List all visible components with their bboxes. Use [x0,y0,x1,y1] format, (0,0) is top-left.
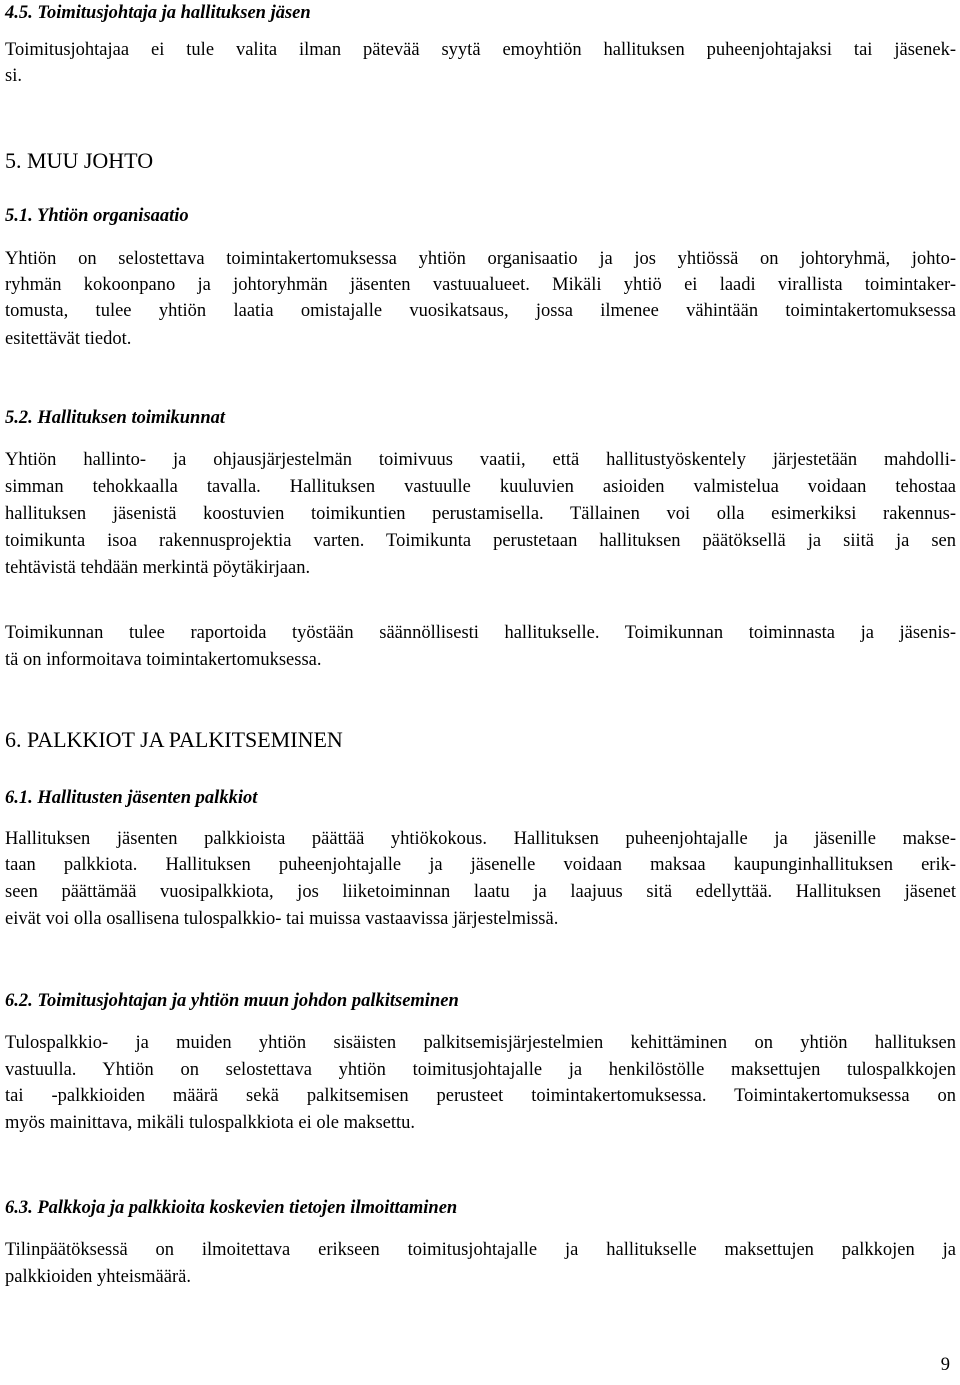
chapter-heading-6: 6. PALKKIOT JA PALKITSEMINEN [5,727,343,752]
section-heading-6-2: 6.2. Toimitusjohtajan ja yhtiön muun johdon palkitseminen [5,991,459,1011]
section-heading-6-1: 6.1. Hallitusten jäsenten palkkiot [5,788,258,808]
section-heading-5-2: 5.2. Hallituksen toimikunnat [5,408,226,428]
section-heading-5-1: 5.1. Yhtiön organisaatio [5,206,189,226]
section-heading-6-3: 6.3. Palkkoja ja palkkioita koskevien tietojen ilmoittaminen [5,1198,458,1218]
paragraph-line: Tulospalkkio- ja muiden yhtiön sisäisten palkitsemisjärjestelmien kehittäminen on yhtiön hallituksen [5,1033,956,1053]
paragraph-line: esitettävät tiedot. [5,329,132,349]
paragraph-line: myös mainittava, mikäli tulospalkkiota ei ole maksettu. [5,1113,416,1133]
paragraph-line: tä on informoitava toimintakertomuksessa. [5,650,322,670]
paragraph-line: simman tehokkaalla tavalla. Hallituksen vastuulle kuuluvien asioiden valmistelua voidaan tehostaa [5,477,956,497]
paragraph-line: Tilinpäätöksessä on ilmoitettava erikseen toimitusjohtajalle ja hallitukselle maksettujen palkkojen ja [5,1240,956,1260]
paragraph-line: ryhmän kokoonpano ja johtoryhmän jäsenten vastuualueet. Mikäli yhtiö ei laadi virallista toimintaker- [5,275,956,295]
paragraph-line: Toimitusjohtajaa ei tule valita ilman pätevää syytä emoyhtiön hallituksen puheenjohtajaksi tai jäsenek- [5,40,956,60]
paragraph-line: palkkioiden yhteismäärä. [5,1267,191,1287]
paragraph-line: si. [5,66,22,86]
chapter-heading-5: 5. MUU JOHTO [5,148,154,173]
paragraph-line: Yhtiön on selostettava toimintakertomuksessa yhtiön organisaatio ja jos yhtiössä on johtoryhmä, johto- [5,249,956,269]
paragraph-line: tehtävistä tehdään merkintä pöytäkirjaan. [5,558,311,578]
paragraph-line: hallituksen jäsenistä koostuvien toimikuntien perustamisella. Tällainen voi olla esimerkiksi rakennus- [5,504,956,524]
paragraph-line: eivät voi olla osallisena tulospalkkio- tai muissa vastaavissa järjestelmissä. [5,909,559,929]
section-heading-4-5: 4.5. Toimitusjohtaja ja hallituksen jäsen [5,3,311,23]
paragraph-line: Yhtiön hallinto- ja ohjausjärjestelmän toimivuus vaatii, että hallitustyöskentely järjestetään mahdolli- [5,450,956,470]
paragraph-line: taan palkkiota. Hallituksen puheenjohtajalle ja jäsenelle voidaan maksaa kaupunginhallituksen erik- [5,855,956,875]
paragraph-line: tomusta, tulee yhtiön laatia omistajalle vuosikatsaus, jossa ilmenee vähintään toimintakertomuksessa [5,301,956,321]
paragraph-line: Toimikunnan tulee raportoida työstään säännöllisesti hallitukselle. Toimikunnan toiminnasta ja jäsenis- [5,623,956,643]
paragraph-line: vastuulla. Yhtiön on selostettava yhtiön toimitusjohtajalle ja henkilöstölle maksettujen tulospalkkojen [5,1060,956,1080]
paragraph-line: seen päättämää vuosipalkkiota, jos liiketoiminnan laatu ja laajuus sitä edellyttää. Hallituksen jäsenet [5,882,956,902]
paragraph-line: Hallituksen jäsenten palkkioista päättää yhtiökokous. Hallituksen puheenjohtajalle ja jäsenille makse- [5,829,956,849]
page-number: 9 [940,1355,950,1375]
paragraph-line: toimikunta isoa rakennusprojektia varten. Toimikunta perustetaan hallituksen päätöksellä ja siitä ja sen [5,531,956,551]
paragraph-line: tai -palkkioiden määrä sekä palkitsemisen perusteet toimintakertomuksessa. Toimintakertomuksessa on [5,1086,956,1106]
